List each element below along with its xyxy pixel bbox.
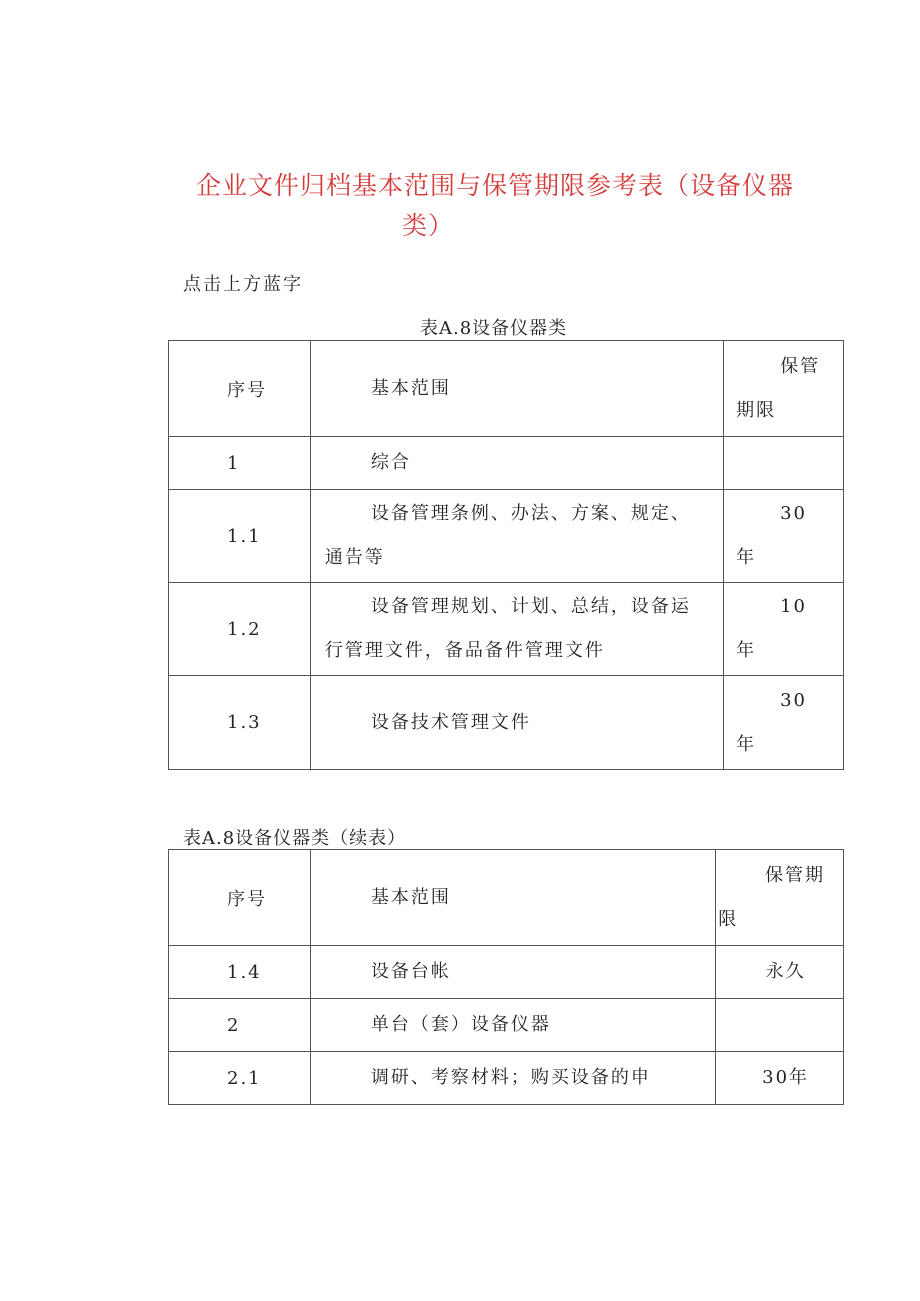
row-term: [724, 437, 844, 490]
table1-caption: 表A.8设备仪器类: [420, 318, 568, 339]
table2-caption: 表A.8设备仪器类（续表）: [183, 828, 407, 849]
title-line-2: 类）: [402, 211, 455, 240]
header-no: 序号: [169, 341, 311, 437]
header-term: 保管期 限: [716, 850, 844, 946]
row-no: 2.1: [169, 1052, 311, 1105]
header-scope: 基本范围: [310, 850, 715, 946]
header-scope: 基本范围: [310, 341, 723, 437]
row-term: 30 年: [724, 490, 844, 583]
click-blue-text-hint[interactable]: 点击上方蓝字: [183, 274, 303, 295]
row-term: 30年: [716, 1052, 844, 1105]
row-scope: 综合: [310, 437, 723, 490]
row-scope: 调研、考察材料；购买设备的申: [310, 1052, 715, 1105]
row-term: 30 年: [724, 676, 844, 770]
table-row: [169, 437, 844, 490]
row-no: 1.2: [169, 583, 311, 676]
row-no: 2: [169, 999, 311, 1052]
title-line-1: 企业文件归档基本范围与保管期限参考表（设备仪器: [196, 171, 795, 200]
row-no: 1.1: [169, 490, 311, 583]
row-term: 永久: [716, 946, 844, 999]
row-no: 1: [169, 437, 311, 490]
row-term: [716, 999, 844, 1052]
table-equipment-2: [168, 849, 844, 1105]
row-scope: 设备台帐: [310, 946, 715, 999]
table-equipment-1: [168, 340, 844, 770]
row-scope: 单台（套）设备仪器: [310, 999, 715, 1052]
table-row: [169, 1052, 844, 1105]
row-term: 10 年: [724, 583, 844, 676]
row-scope: 设备管理条例、办法、方案、规定、 通告等: [310, 490, 723, 583]
document-title: [196, 166, 816, 246]
row-scope: 设备技术管理文件: [310, 676, 723, 770]
table-header-row: [169, 850, 844, 946]
row-scope: 设备管理规划、计划、总结，设备运 行管理文件，备品备件管理文件: [310, 583, 723, 676]
row-no: 1.4: [169, 946, 311, 999]
table-row: [169, 676, 844, 770]
table-row: [169, 583, 844, 676]
table-row: [169, 490, 844, 583]
table-header-row: [169, 341, 844, 437]
table-row: [169, 946, 844, 999]
header-no: 序号: [169, 850, 311, 946]
header-term: 保管 期限: [724, 341, 844, 437]
row-no: 1.3: [169, 676, 311, 770]
table-row: [169, 999, 844, 1052]
